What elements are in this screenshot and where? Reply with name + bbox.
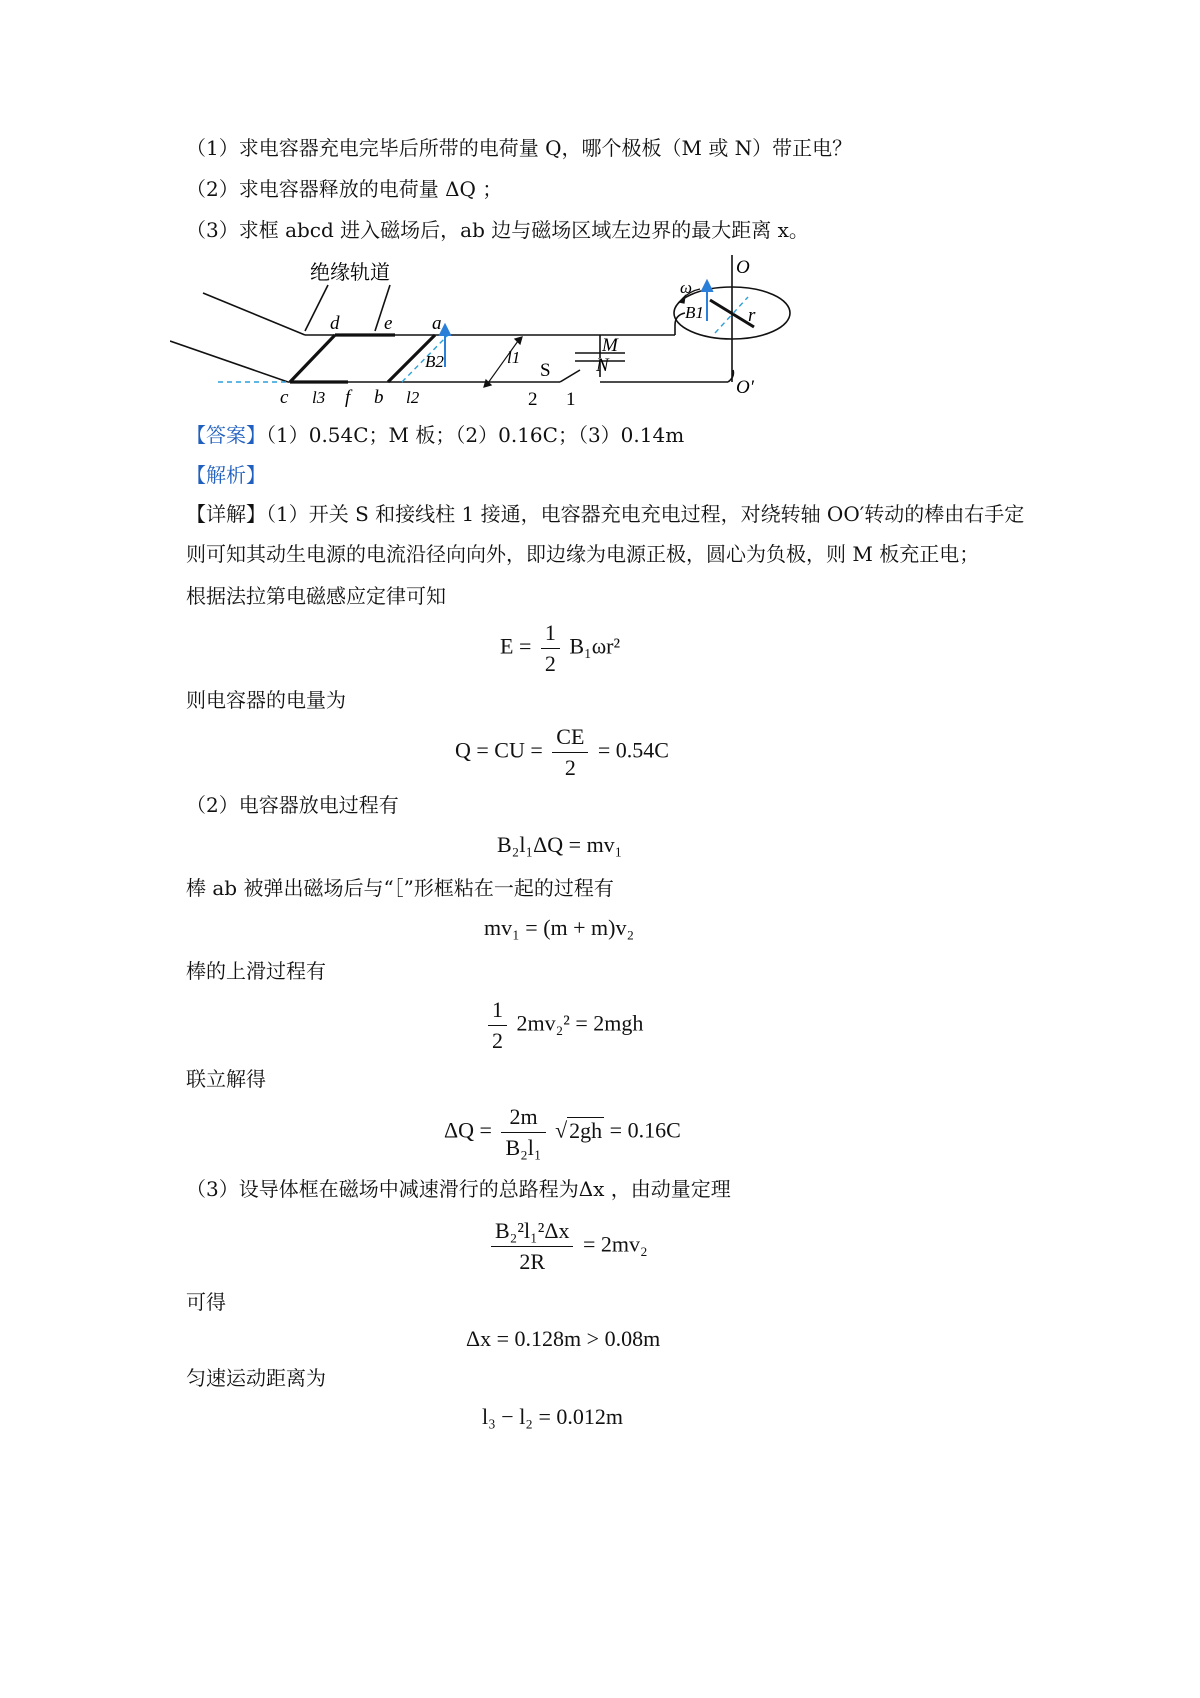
label-S: S [540, 360, 551, 381]
label-N: N [596, 355, 609, 376]
eq2-den: 2 [564, 755, 576, 780]
analysis-tag: 【解析】 [186, 463, 266, 487]
detail-text-8: （3）设导体框在磁场中减速滑行的总路程为Δx ，由动量定理 [186, 1177, 731, 1201]
equation-uniform-distance: l₃ − l₂ = 0.012m [482, 1404, 623, 1429]
label-O-prime: O′ [736, 377, 754, 398]
label-l2: l2 [406, 388, 420, 407]
equation-delta-q [444, 1104, 681, 1161]
eq2-num: CE [552, 724, 588, 753]
detail-tag: 【详解】 [186, 502, 266, 526]
detail-text-7: 联立解得 [186, 1067, 266, 1091]
eq6-sqrt: 2gh [569, 1117, 603, 1143]
circuit-diagram [170, 255, 810, 425]
equation-impulse: B₂l₁ΔQ = mv₁ [497, 832, 623, 857]
question-3: （3）求框 abcd 进入磁场后，ab 边与磁场区域左边界的最大距离 x。 [186, 218, 809, 242]
answer-text: （1）0.54C；M 板；（2）0.16C；（3）0.14m [266, 423, 685, 447]
label-f: f [345, 387, 351, 408]
equation-charge [455, 724, 669, 781]
eq1-num: 1 [541, 620, 560, 649]
label-b: b [374, 387, 384, 408]
eq6-rhs: = 0.16C [609, 1117, 681, 1143]
eq6-den: B₂l₁ [505, 1135, 542, 1160]
eq6-lhs: ΔQ = [444, 1117, 492, 1143]
eq1-rhs: B₁ωr² [569, 633, 621, 659]
equation-distance: Δx = 0.128m > 0.08m [466, 1326, 661, 1351]
detail-text-4: （2）电容器放电过程有 [186, 793, 399, 817]
eq5-den: 2 [492, 1028, 503, 1053]
label-l3: l3 [312, 388, 326, 407]
detail-paragraph-1 [186, 494, 1026, 574]
label-a: a [432, 313, 442, 334]
equation-emf [500, 620, 620, 677]
terminal-1-label: 1 [566, 389, 576, 410]
eq6-num: 2m [501, 1104, 545, 1133]
terminal-2-label: 2 [528, 389, 538, 410]
sqrt-sign: √ [555, 1117, 568, 1143]
eq2-lhs: Q = CU = [455, 737, 543, 763]
track-label: 绝缘轨道 [310, 262, 390, 284]
detail-text-1: （1）开关 S 和接线柱 1 接通，电容器充电充电过程，对绕转轴 OO′转动的棒由右手定则可知其动生电源的电流沿径向向外，即边缘为电源正极，圆心为负极，则 M 板充正电； [186, 502, 1025, 566]
label-B1: B1 [685, 303, 704, 322]
eq7-rhs: = 2mv₂ [582, 1231, 648, 1257]
question-1: （1）求电容器充电完毕后所带的电荷量 Q，哪个极板（M 或 N）带正电？ [186, 136, 853, 160]
equation-momentum: mv₁ = (m + m)v₂ [484, 915, 635, 940]
answer-line [186, 421, 684, 449]
eq1-lhs: E = [500, 633, 532, 659]
eq7-num: B₂²l₁²Δx [491, 1218, 573, 1247]
label-omega: ω [680, 278, 693, 297]
eq2-rhs: = 0.54C [597, 737, 669, 763]
equation-energy [484, 997, 643, 1054]
detail-text-9: 可得 [186, 1290, 226, 1314]
detail-text-6: 棒的上滑过程有 [186, 959, 326, 983]
label-r: r [748, 305, 756, 326]
eq7-den: 2R [519, 1249, 546, 1274]
answer-tag: 【答案】 [186, 423, 266, 447]
equation-momentum-theorem [487, 1218, 648, 1275]
detail-text-5: 棒 ab 被弹出磁场后与“［”形框粘在一起的过程有 [186, 876, 614, 900]
label-B2: B2 [425, 352, 444, 371]
label-e: e [384, 313, 393, 334]
label-M: M [602, 335, 618, 356]
label-d: d [330, 313, 340, 334]
eq5-rhs: 2mv₂² = 2mgh [516, 1010, 644, 1036]
detail-text-3: 则电容器的电量为 [186, 688, 346, 712]
eq5-num: 1 [488, 997, 507, 1026]
eq1-den: 2 [544, 651, 556, 676]
label-l1: l1 [507, 348, 521, 367]
question-2: （2）求电容器释放的电荷量 ΔQ ； [186, 177, 503, 201]
label-c: c [280, 387, 289, 408]
label-O: O [736, 257, 750, 278]
detail-text-10: 匀速运动距离为 [186, 1366, 326, 1390]
detail-text-2: 根据法拉第电磁感应定律可知 [186, 584, 446, 608]
